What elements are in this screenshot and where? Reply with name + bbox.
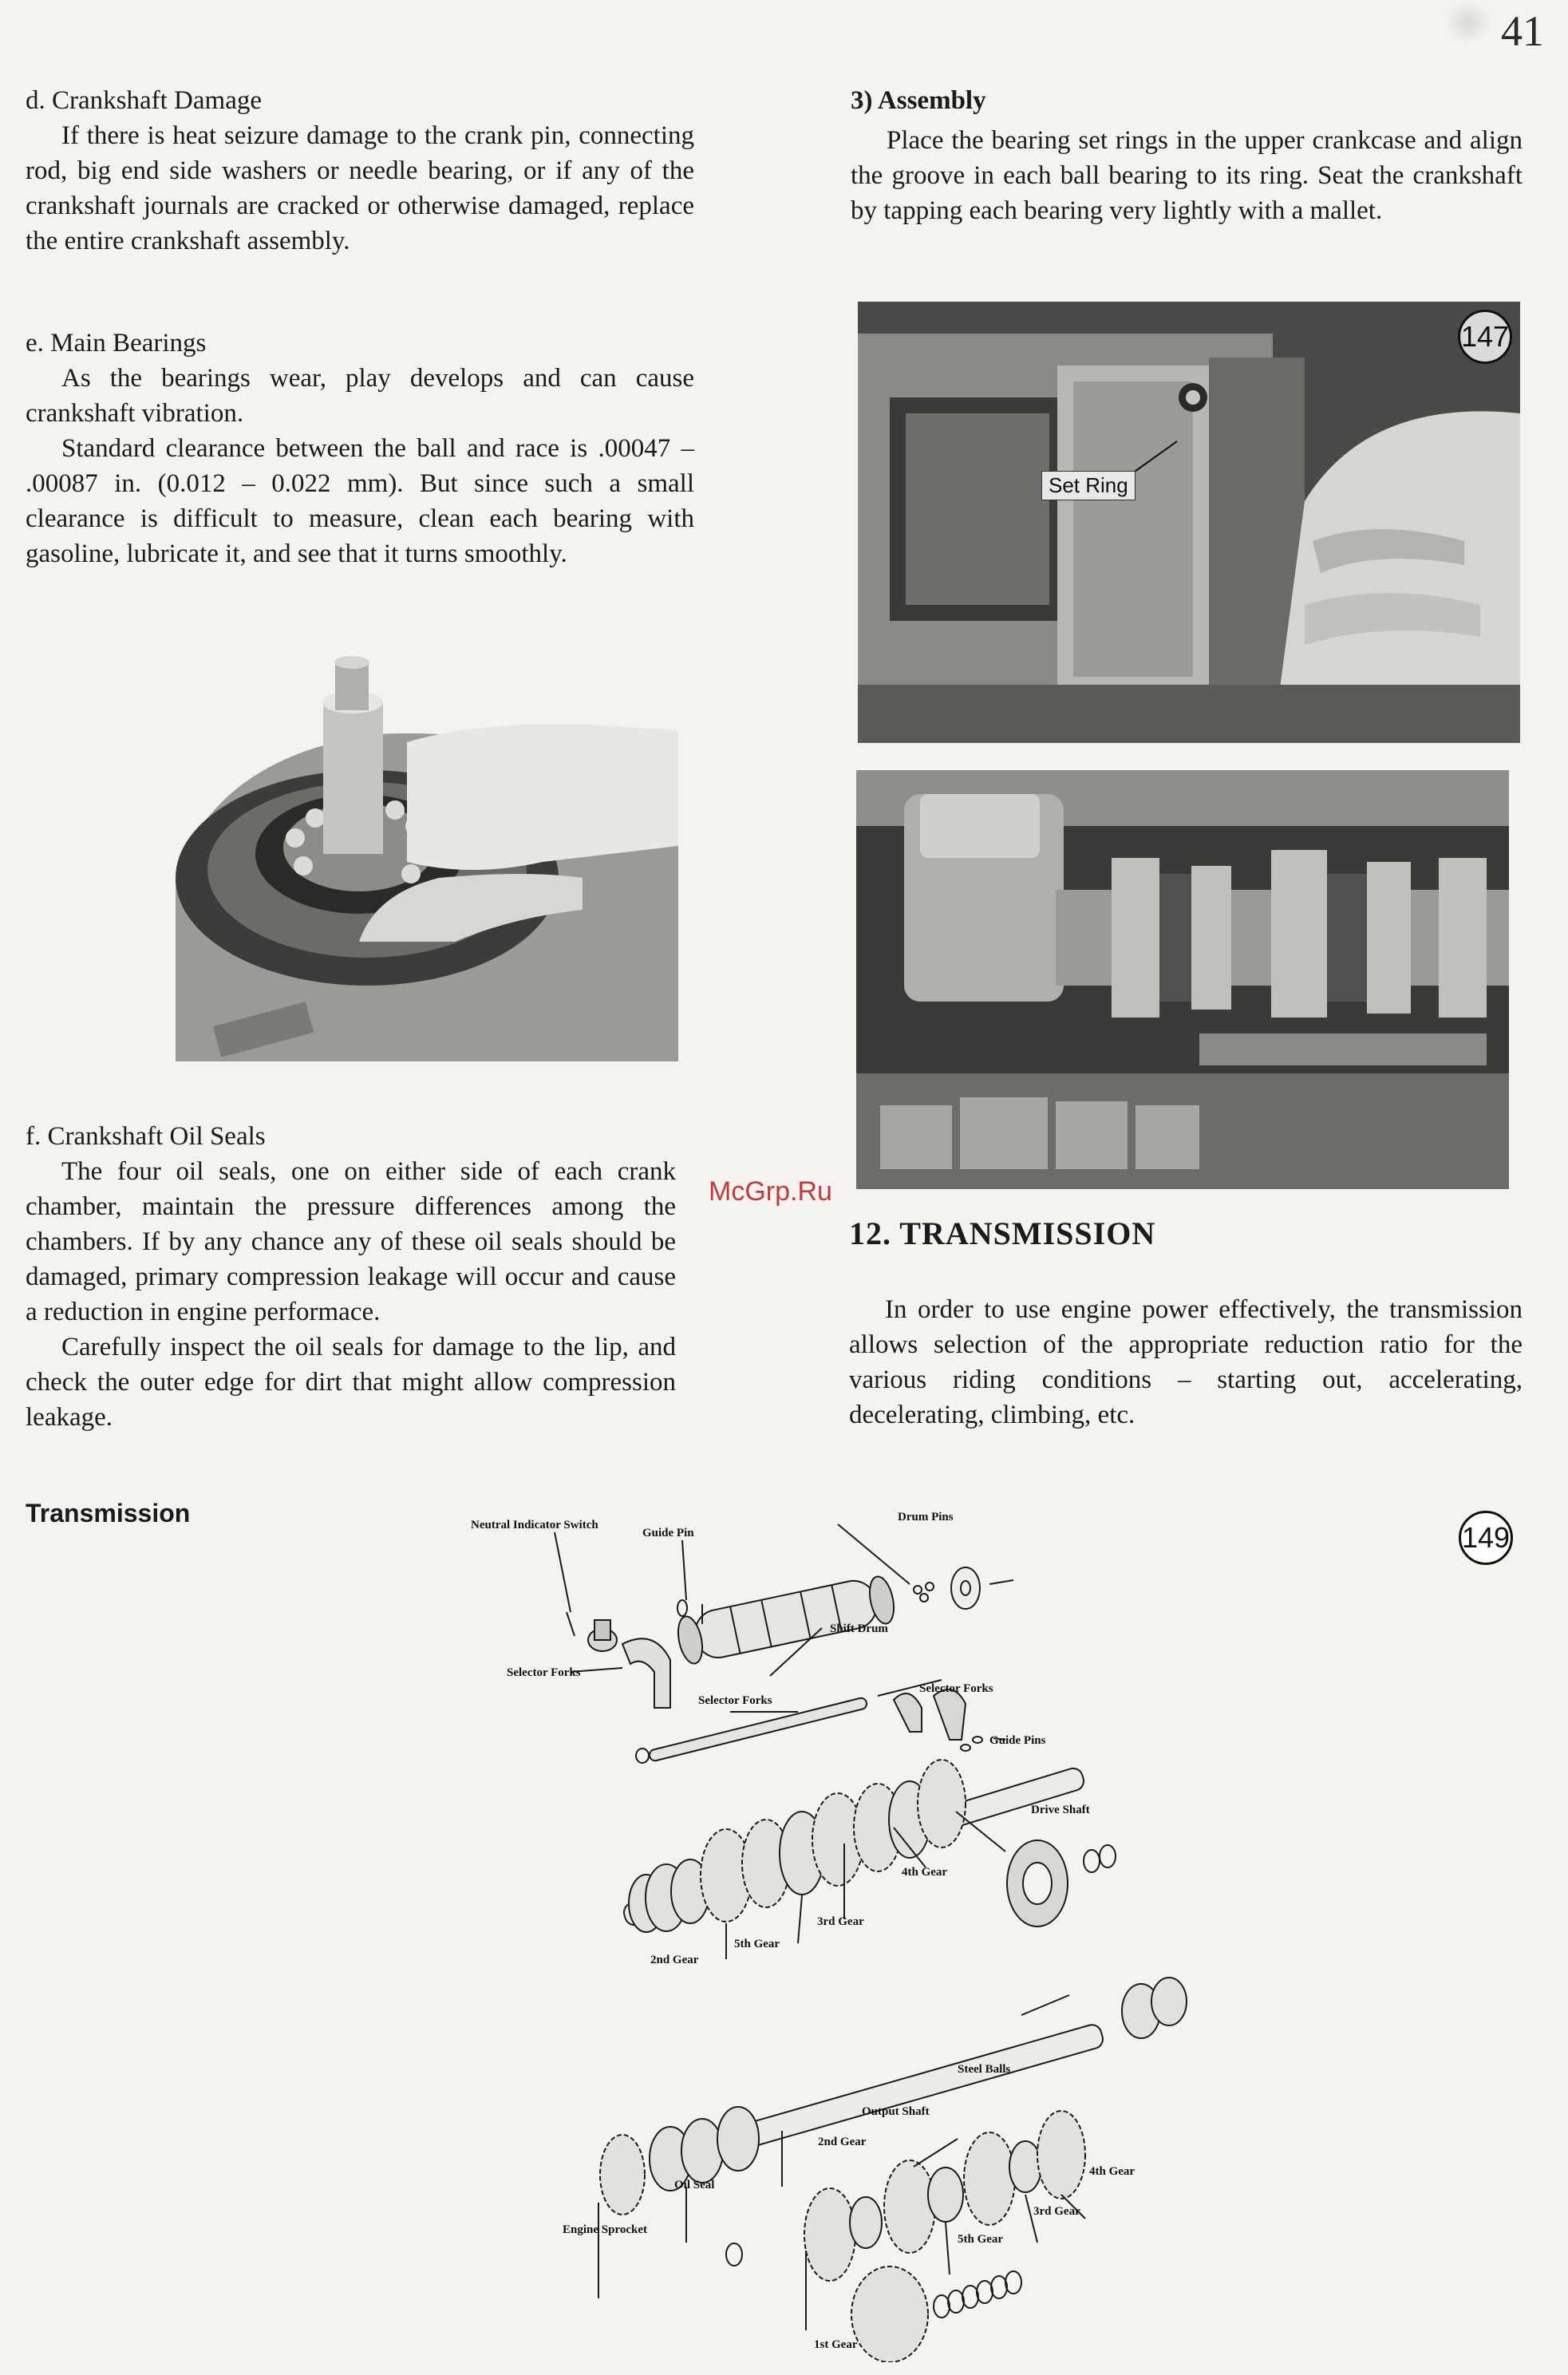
section-oil-seals: [26, 1119, 676, 1435]
section-main-bearings: [26, 326, 694, 571]
bearing-photo-art: [168, 638, 678, 1061]
bearing-photo: [168, 638, 678, 1061]
label-5th-gear-top: 5th Gear: [734, 1938, 780, 1950]
label-2nd-gear-top: 2nd Gear: [650, 1954, 699, 1966]
label-4th-gear-bottom: 4th Gear: [1089, 2165, 1136, 2178]
label-1st-gear: 1st Gear: [814, 2338, 858, 2351]
label-4th-gear-top: 4th Gear: [902, 1866, 948, 1879]
label-neutral-indicator-switch: Neutral Indicator Switch: [471, 1519, 598, 1531]
paragraph: In order to use engine power effectively, the transmission allows selection of the appropriate reduction ratio for the various riding conditions – starting out, accelerating, decelerating, climbing, etc.: [849, 1295, 1523, 1429]
label-drum-pins: Drum Pins: [898, 1511, 954, 1523]
section-assembly: [851, 83, 1523, 228]
label-guide-pin: Guide Pin: [642, 1527, 694, 1539]
label-3rd-gear-top: 3rd Gear: [817, 1915, 864, 1928]
paragraph: Carefully inspect the oil seals for damage to the lip, and check the outer edge for dirt that might allow compression leakage.: [26, 1333, 676, 1432]
section-crankshaft-damage: [26, 83, 694, 259]
label-3rd-gear-bottom: 3rd Gear: [1033, 2205, 1080, 2218]
transmission-exploded-diagram: [463, 1500, 1261, 2362]
paragraph: Place the bearing set rings in the upper crankcase and align the groove in each ball bearing to its ring. Seat the crankshaft by tapping each bearing very lightly with a mallet.: [851, 126, 1523, 225]
heading-crankshaft-damage: d. Crankshaft Damage: [26, 86, 262, 115]
transmission-case-photo: [856, 770, 1509, 1189]
label-engine-sprocket: Engine Sprocket: [563, 2223, 647, 2236]
watermark: McGrp.Ru: [709, 1176, 832, 1207]
heading-oil-seals: f. Crankshaft Oil Seals: [26, 1122, 266, 1151]
label-drive-shaft: Drive Shaft: [1031, 1804, 1090, 1816]
figure-number-147: 147: [1458, 310, 1512, 364]
label-selector-forks-right: Selector Forks: [919, 1682, 993, 1695]
section-transmission: [849, 1215, 1523, 1433]
figure-number-149: 149: [1459, 1511, 1513, 1565]
paragraph: If there is heat seizure damage to the crank pin, connecting rod, big end side washers or needle bearing, or if any of the crankshaft journals are cracked or otherwise damaged, replace the entire crankshaft assembly.: [26, 121, 694, 255]
label-selector-forks-left: Selector Forks: [507, 1666, 581, 1679]
page-number: 41: [1501, 7, 1544, 55]
label-oil-seal: Oil Seal: [674, 2179, 715, 2191]
paragraph: The four oil seals, one on either side of each crank chamber, maintain the pressure differences among the chambers. If by any chance any of these oil seals should be damaged, primary compression leakage will occur and cause a reduction in engine performace.: [26, 1157, 676, 1326]
paragraph: As the bearings wear, play develops and can cause crankshaft vibration.: [26, 364, 694, 428]
label-2nd-gear-bottom: 2nd Gear: [818, 2136, 867, 2148]
label-5th-gear-bottom: 5th Gear: [958, 2233, 1004, 2246]
label-output-shaft: Output Shaft: [862, 2105, 930, 2118]
label-steel-balls: Steel Balls: [958, 2063, 1011, 2076]
heading-assembly: 3) Assembly: [851, 86, 986, 115]
crankcase-photo-art: [858, 302, 1520, 743]
section-title-transmission: 12. TRANSMISSION: [849, 1215, 1156, 1251]
label-guide-pins: Guide Pins: [989, 1734, 1046, 1747]
diagram-caption: Transmission: [26, 1499, 191, 1527]
heading-main-bearings: e. Main Bearings: [26, 329, 207, 358]
paragraph: Standard clearance between the ball and race is .00047 – .00087 in. (0.012 – 0.022 mm). But since such a small clearance is difficult to measure, clean each bearing with gasoline, lubricate it, and see that it turns smoothly.: [26, 434, 694, 568]
page-smudge: [1444, 0, 1492, 44]
transmission-case-photo-art: [856, 770, 1509, 1189]
set-ring-label: Set Ring: [1041, 471, 1136, 500]
label-selector-forks-center: Selector Forks: [698, 1694, 772, 1707]
crankcase-photo: [858, 302, 1520, 743]
label-shift-drum: Shift Drum: [830, 1622, 888, 1635]
